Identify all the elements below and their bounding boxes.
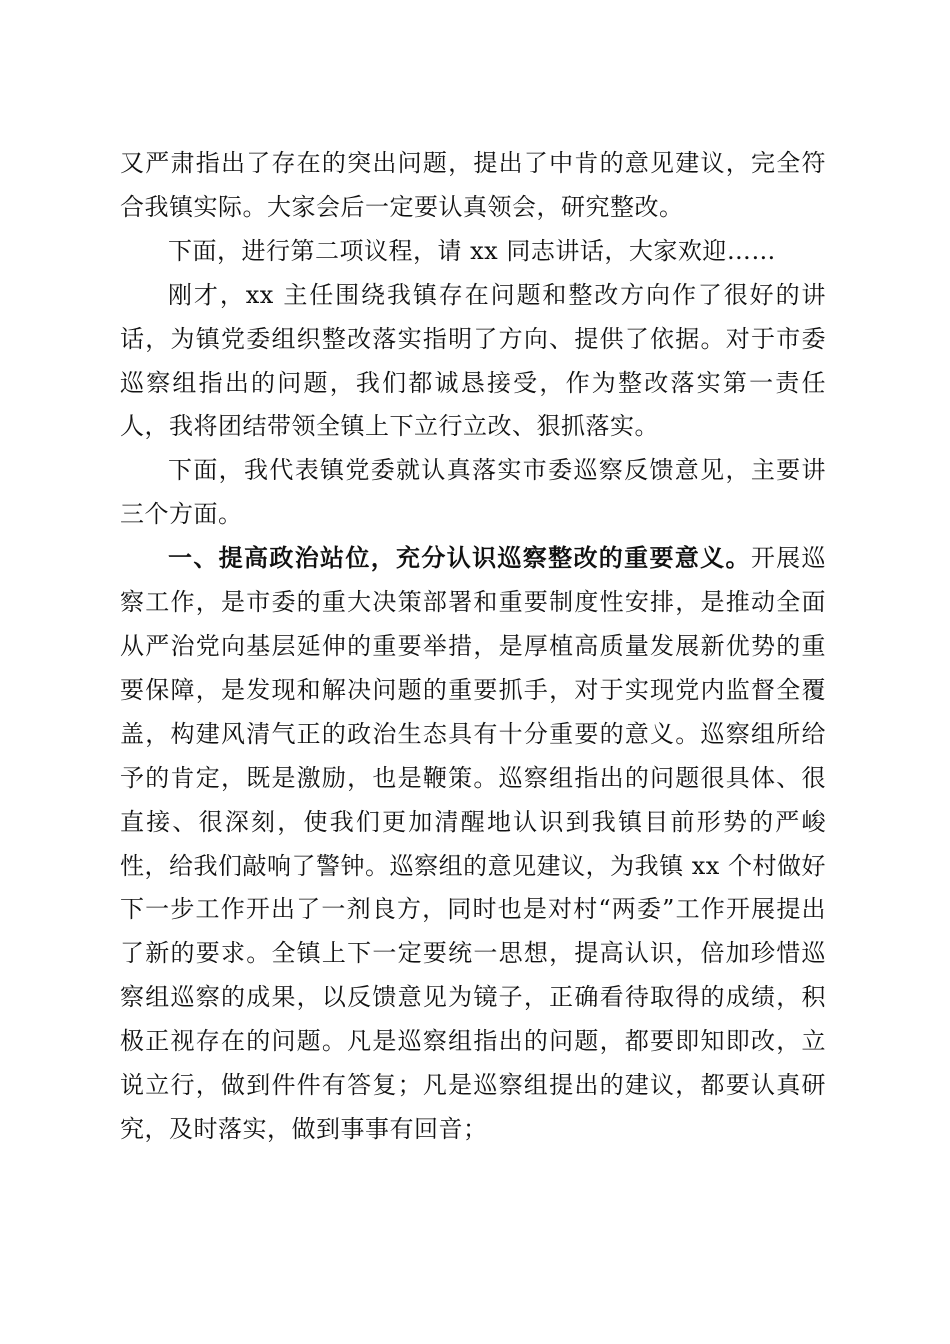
- paragraph-4: 下面，我代表镇党委就认真落实市委巡察反馈意见，主要讲三个方面。: [120, 456, 826, 529]
- paragraph-3: 刚才，xx 主任围绕我镇存在问题和整改方向作了很好的讲话，为镇党委组织整改落实指明了方向、提供了依据。对于市委巡察组指出的问题，我们都诚恳接受，作为整改落实第一责任人，我将团结带领全镇上下立行立改、狠抓落实。: [120, 280, 826, 441]
- section-heading: 一、提高政治站位，充分认识巡察整改的重要意义。: [168, 544, 751, 573]
- paragraph-2: 下面，进行第二项议程，请 xx 同志讲话，大家欢迎……: [168, 236, 776, 265]
- paragraph-5: [120, 537, 826, 1152]
- document-page: [120, 142, 826, 1152]
- section-body: 开展巡察工作，是市委的重大决策部署和重要制度性安排，是推动全面从严治党向基层延伸的重要举措，是厚植高质量发展新优势的重要保障，是发现和解决问题的重要抓手，对于实现党内监督全覆盖，构建风清气正的政治生态具有十分重要的意义。巡察组所给予的肯定，既是激励，也是鞭策。巡察组指出的问题很具体、很直接、很深刻，使我们更加清醒地认识到我镇目前形势的严峻性，给我们敲响了警钟。巡察组的意见建议，为我镇 xx 个村做好下一步工作开出了一剂良方，同时也是对村“两委”工作开展提出了新的要求。全镇上下一定要统一思想，提高认识，倍加珍惜巡察组巡察的成果，以反馈意见为镜子，正确看待取得的成绩，积极正视存在的问题。凡是巡察组指出的问题，都要即知即改，立说立行，做到件件有答复；凡是巡察组提出的建议，都要认真研究，及时落实，做到事事有回音；: [120, 544, 827, 1143]
- paragraph-1: 又严肃指出了存在的突出问题，提出了中肯的意见建议，完全符合我镇实际。大家会后一定要认真领会，研究整改。: [120, 149, 826, 221]
